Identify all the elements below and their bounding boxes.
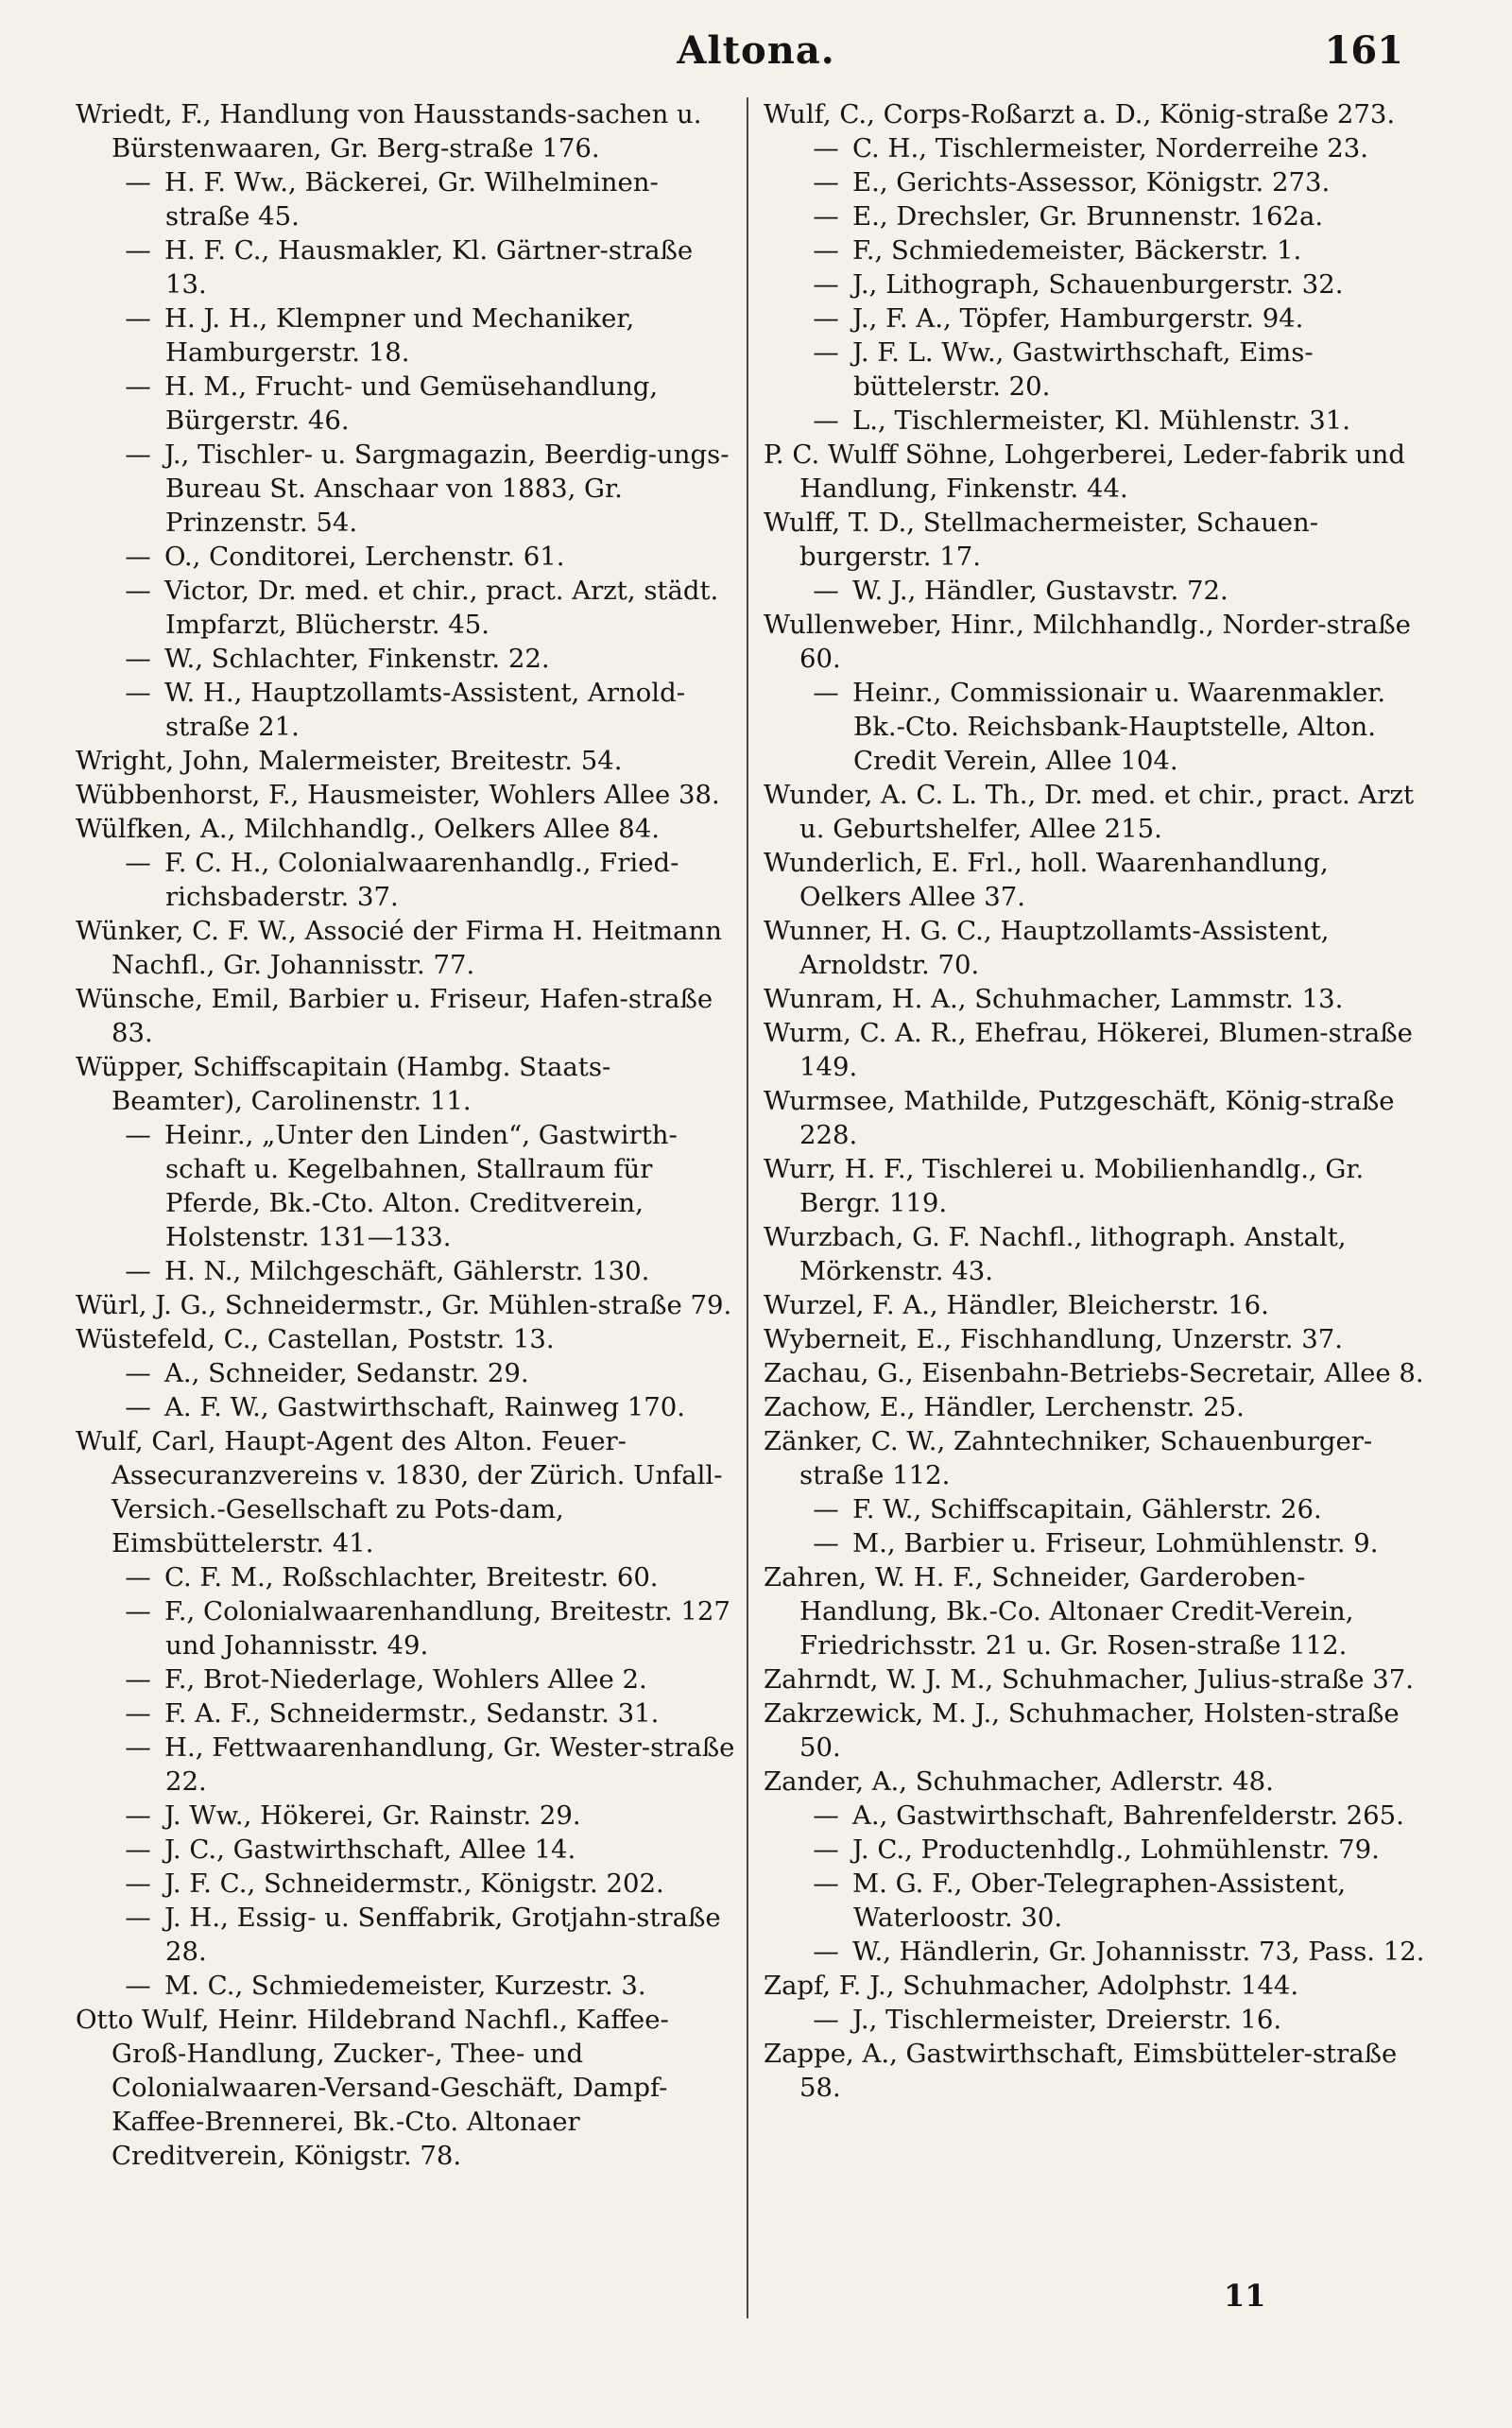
directory-entry [764,1220,1435,1288]
directory-subentry [76,1662,737,1696]
entry-text: Wünsche, Emil, Barbier u. Friseur, Hafen-straße 83. [76,984,713,1048]
entry-text: E., Drechsler, Gr. Brunnenstr. 162a. [852,201,1324,232]
ditto-dash: — [813,235,839,266]
entry-text: Wünker, C. F. W., Associé der Firma H. Heitmann Nachfl., Gr. Johannisstr. 77. [76,916,722,980]
entry-text: Wurzel, F. A., Händler, Bleicherstr. 16. [764,1290,1269,1320]
directory-subentry [76,1799,737,1833]
entry-text: Wunderlich, E. Frl., holl. Waarenhandlung, Oelkers Allee 37. [764,848,1329,912]
ditto-dash: — [813,167,839,198]
ditto-dash: — [125,576,151,606]
directory-entry [76,1050,737,1118]
directory-subentry [764,131,1435,165]
entry-text: C. F. M., Roßschlachter, Breitestr. 60. [164,1562,659,1593]
directory-entry [76,744,737,778]
page-number: 161 [1324,28,1403,73]
directory-subentry [764,336,1435,404]
directory-entry [764,846,1435,914]
directory-entry [764,1662,1435,1696]
directory-entry [764,506,1435,574]
entry-text: F., Brot-Niederlage, Wohlers Allee 2. [164,1664,647,1695]
entry-text: Zander, A., Schuhmacher, Adlerstr. 48. [764,1766,1274,1797]
page-header [0,21,1512,87]
entry-text: Wurm, C. A. R., Ehefrau, Hökerei, Blumen-straße 149. [764,1018,1413,1082]
directory-subentry [764,1526,1435,1560]
ditto-dash: — [125,1834,151,1865]
entry-text: J., Lithograph, Schauenburgerstr. 32. [852,269,1344,300]
directory-subentry [764,1867,1435,1935]
ditto-dash: — [813,1800,839,1831]
entry-text: Wurzbach, G. F. Nachfl., lithograph. Anstalt, Mörkenstr. 43. [764,1222,1347,1286]
entry-text: J., F. A., Töpfer, Hamburgerstr. 94. [852,303,1304,334]
right-column [764,97,1435,2105]
ditto-dash: — [125,371,151,402]
ditto-dash: — [813,1494,839,1524]
directory-subentry [76,438,737,540]
ditto-dash: — [125,848,151,878]
entry-text: A., Gastwirthschaft, Bahrenfelderstr. 265. [852,1800,1404,1831]
entry-text: J. Ww., Hökerei, Gr. Rainstr. 29. [164,1800,581,1831]
entry-text: Zachau, G., Eisenbahn-Betriebs-Secretair, Allee 8. [764,1358,1424,1388]
directory-entry [76,778,737,812]
entry-text: F., Colonialwaarenhandlung, Breitestr. 127 und Johannisstr. 49. [164,1596,730,1661]
entry-text: J. C., Productenhdlg., Lohmühlenstr. 79. [852,1834,1380,1865]
directory-subentry [764,267,1435,301]
ditto-dash: — [125,644,151,674]
ditto-dash: — [813,1528,839,1558]
directory-subentry [76,574,737,642]
entry-text: Zappe, A., Gastwirthschaft, Eimsbütteler-straße 58. [764,2039,1398,2103]
ditto-dash: — [125,439,151,470]
directory-entry [764,1356,1435,1390]
entry-text: H. F. C., Hausmakler, Kl. Gärtner-straße 13. [164,235,694,300]
ditto-dash: — [125,1596,151,1627]
ditto-dash: — [125,1562,151,1593]
directory-entry [764,1084,1435,1152]
entry-text: J., Tischler- u. Sargmagazin, Beerdig-ungs-Bureau St. Anschaar von 1883, Gr. Prinzenstr. 54. [164,439,730,538]
entry-text: W. H., Hauptzollamts-Assistent, Arnold-straße 21. [164,678,685,742]
directory-subentry [76,1731,737,1799]
directory-subentry [764,404,1435,438]
directory-entry [764,2037,1435,2105]
entry-text: Wunram, H. A., Schuhmacher, Lammstr. 13. [764,984,1344,1014]
ditto-dash: — [813,269,839,300]
entry-text: L., Tischlermeister, Kl. Mühlenstr. 31. [852,405,1350,436]
directory-entry [76,2003,737,2173]
directory-subentry [76,642,737,676]
entry-text: J. F. L. Ww., Gastwirthschaft, Eims-büttelerstr. 20. [852,337,1314,402]
entry-text: J. F. C., Schneidermstr., Königstr. 202. [164,1868,664,1899]
directory-subentry [76,1867,737,1901]
entry-text: Zachow, E., Händler, Lerchenstr. 25. [764,1392,1245,1422]
entry-text: Zahrndt, W. J. M., Schuhmacher, Julius-straße 37. [764,1664,1415,1695]
entry-text: Wüstefeld, C., Castellan, Poststr. 13. [76,1324,555,1354]
ditto-dash: — [125,1664,151,1695]
ditto-dash: — [125,1868,151,1899]
entry-text: Zänker, C. W., Zahntechniker, Schauenburger-straße 112. [764,1426,1373,1490]
ditto-dash: — [813,133,839,164]
entry-text: Zahren, W. H. F., Schneider, Garderoben-Handlung, Bk.-Co. Altonaer Credit-Verein, Friedrichsstr. 21 u. Gr. Rosen-straße 112. [764,1562,1354,1661]
directory-subentry [764,2003,1435,2037]
ditto-dash: — [125,1120,151,1150]
directory-entry [764,1560,1435,1662]
directory-entry [764,1765,1435,1799]
entry-text: H. F. Ww., Bäckerei, Gr. Wilhelminen-straße 45. [164,167,659,232]
entry-text: Wright, John, Malermeister, Breitestr. 54. [76,746,623,776]
ditto-dash: — [813,2005,839,2035]
ditto-dash: — [125,1971,151,2001]
directory-subentry [76,370,737,438]
ditto-dash: — [813,405,839,436]
directory-subentry [76,1594,737,1662]
directory-subentry [764,574,1435,608]
entry-text: J., Tischlermeister, Dreierstr. 16. [852,2005,1282,2035]
directory-entry [764,608,1435,676]
directory-subentry [764,199,1435,233]
ditto-dash: — [125,542,151,572]
entry-text: H. J. H., Klempner und Mechaniker, Hamburgerstr. 18. [164,303,635,368]
entry-text: J. H., Essig- u. Senffabrik, Grotjahn-straße 28. [164,1903,721,1967]
directory-entry [76,97,737,165]
entry-text: Wyberneit, E., Fischhandlung, Unzerstr. 37. [764,1324,1343,1354]
entry-text: F. A. F., Schneidermstr., Sedanstr. 31. [164,1698,660,1729]
directory-entry [764,97,1435,131]
directory-subentry [764,1833,1435,1867]
entry-text: A., Schneider, Sedanstr. 29. [164,1358,529,1388]
directory-entry [764,1969,1435,2003]
directory-entry [764,1424,1435,1492]
directory-entry [764,438,1435,506]
directory-entry [764,982,1435,1016]
ditto-dash: — [813,678,839,708]
entry-text: E., Gerichts-Assessor, Königstr. 273. [852,167,1331,198]
entry-text: F., Schmiedemeister, Bäckerstr. 1. [852,235,1302,266]
directory-entry [764,1288,1435,1322]
entry-text: Wurr, H. F., Tischlerei u. Mobilienhandlg., Gr. Bergr. 119. [764,1154,1365,1218]
directory-entry [76,1322,737,1356]
entry-text: Heinr., „Unter den Linden“, Gastwirth-schaft u. Kegelbahnen, Stallraum für Pferde, Bk.-Cto. Alton. Creditverein, Holstenstr. 131—133. [164,1120,678,1252]
ditto-dash: — [813,337,839,368]
ditto-dash: — [125,1392,151,1422]
entry-text: Wullenweber, Hinr., Milchhandlg., Norder-straße 60. [764,610,1411,674]
directory-subentry [76,1254,737,1288]
directory-entry [764,1152,1435,1220]
ditto-dash: — [125,167,151,198]
ditto-dash: — [125,1698,151,1729]
entry-text: Wunder, A. C. L. Th., Dr. med. et chir., pract. Arzt u. Geburtshelfer, Allee 215. [764,780,1415,844]
ditto-dash: — [125,678,151,708]
ditto-dash: — [125,1256,151,1286]
directory-subentry [764,1799,1435,1833]
ditto-dash: — [813,1834,839,1865]
column-divider [747,97,748,2318]
directory-subentry [76,676,737,744]
entry-text: C. H., Tischlermeister, Norderreihe 23. [852,133,1368,164]
directory-subentry [76,1969,737,2003]
entry-text: M., Barbier u. Friseur, Lohmühlenstr. 9. [852,1528,1379,1558]
directory-subentry [76,1118,737,1254]
directory-entry [76,1288,737,1322]
directory-subentry [76,540,737,574]
directory-entry [764,1696,1435,1765]
directory-subentry [764,1935,1435,1969]
ditto-dash: — [125,1358,151,1388]
entry-text: F. C. H., Colonialwaarenhandlg., Fried-richsbaderstr. 37. [164,848,679,912]
directory-entry [76,812,737,846]
ditto-dash: — [125,303,151,334]
directory-subentry [76,846,737,914]
ditto-dash: — [125,1903,151,1933]
entry-text: Wulff, T. D., Stellmachermeister, Schauen-burgerstr. 17. [764,508,1319,572]
entry-text: A. F. W., Gastwirthschaft, Rainweg 170. [164,1392,686,1422]
directory-subentry [76,1901,737,1969]
ditto-dash: — [813,576,839,606]
printer-signature: 11 [1224,2278,1266,2314]
directory-subentry [764,301,1435,336]
entry-text: W. J., Händler, Gustavstr. 72. [852,576,1228,606]
directory-entry [76,1424,737,1560]
directory-entry [764,778,1435,846]
entry-text: Zakrzewick, M. J., Schuhmacher, Holsten-straße 50. [764,1698,1400,1763]
entry-text: F. W., Schiffscapitain, Gählerstr. 26. [852,1494,1322,1524]
entry-text: P. C. Wulff Söhne, Lohgerberei, Leder-fabrik und Handlung, Finkenstr. 44. [764,439,1406,504]
directory-subentry [764,165,1435,199]
directory-subentry [76,301,737,370]
ditto-dash: — [813,201,839,232]
directory-entry [764,914,1435,982]
ditto-dash: — [813,303,839,334]
directory-subentry [764,233,1435,267]
ditto-dash: — [125,1800,151,1831]
directory-entry [76,914,737,982]
entry-text: Zapf, F. J., Schuhmacher, Adolphstr. 144. [764,1971,1299,2001]
directory-subentry [76,1560,737,1594]
entry-text: M. G. F., Ober-Telegraphen-Assistent, Waterloostr. 30. [852,1868,1347,1933]
entry-text: Wriedt, F., Handlung von Hausstands-sachen u. Bürstenwaaren, Gr. Berg-straße 176. [76,99,702,164]
directory-subentry [76,1696,737,1731]
entry-text: W., Schlachter, Finkenstr. 22. [164,644,550,674]
entry-text: W., Händlerin, Gr. Johannisstr. 73, Pass. 12. [852,1937,1425,1967]
directory-entry [764,1390,1435,1424]
directory-subentry [764,1492,1435,1526]
entry-text: H., Fettwaarenhandlung, Gr. Wester-straße 22. [164,1732,735,1797]
directory-subentry [764,676,1435,778]
entry-text: Wurmsee, Mathilde, Putzgeschäft, König-straße 228. [764,1086,1395,1150]
page-title: Altona. [677,28,835,73]
entry-text: Wulf, C., Corps-Roßarzt a. D., König-straße 273. [764,99,1396,129]
entry-text: Heinr., Commissionair u. Waarenmakler. Bk.-Cto. Reichsbank-Hauptstelle, Alton. Credit Verein, Allee 104. [852,678,1386,776]
ditto-dash: — [125,1732,151,1763]
directory-subentry [76,233,737,301]
entry-text: M. C., Schmiedemeister, Kurzestr. 3. [164,1971,646,2001]
ditto-dash: — [813,1937,839,1967]
entry-text: Victor, Dr. med. et chir., pract. Arzt, städt. Impfarzt, Blücherstr. 45. [164,576,719,640]
entry-text: O., Conditorei, Lerchenstr. 61. [164,542,565,572]
entry-text: Otto Wulf, Heinr. Hildebrand Nachfl., Kaffee-Groß-Handlung, Zucker-, Thee- und Colonialwaaren-Versand-Geschäft, Dampf-Kaffee-Brennerei, Bk.-Cto. Altonaer Creditverein, Königstr. 78. [76,2005,669,2171]
directory-subentry [76,1390,737,1424]
entry-text: Wunner, H. G. C., Hauptzollamts-Assistent, Arnoldstr. 70. [764,916,1330,980]
directory-subentry [76,1356,737,1390]
entry-text: Wübbenhorst, F., Hausmeister, Wohlers Allee 38. [76,780,720,810]
directory-entry [764,1322,1435,1356]
ditto-dash: — [813,1868,839,1899]
entry-text: Würl, J. G., Schneidermstr., Gr. Mühlen-straße 79. [76,1290,732,1320]
directory-entry [76,982,737,1050]
ditto-dash: — [125,235,151,266]
directory-subentry [76,165,737,233]
entry-text: J. C., Gastwirthschaft, Allee 14. [164,1834,576,1865]
entry-text: H. M., Frucht- und Gemüsehandlung, Bürgerstr. 46. [164,371,659,436]
entry-text: Wülfken, A., Milchhandlg., Oelkers Allee 84. [76,814,660,844]
directory-subentry [76,1833,737,1867]
directory-entry [764,1016,1435,1084]
left-column [76,97,737,2173]
entry-text: Wulf, Carl, Haupt-Agent des Alton. Feuer-Assecuranzvereins v. 1830, der Zürich. Unfall-Versich.-Gesellschaft zu Pots-dam, Eimsbüttelerstr. 41. [76,1426,723,1558]
entry-text: Wüpper, Schiffscapitain (Hambg. Staats-Beamter), Carolinenstr. 11. [76,1052,611,1116]
entry-text: H. N., Milchgeschäft, Gählerstr. 130. [164,1256,650,1286]
